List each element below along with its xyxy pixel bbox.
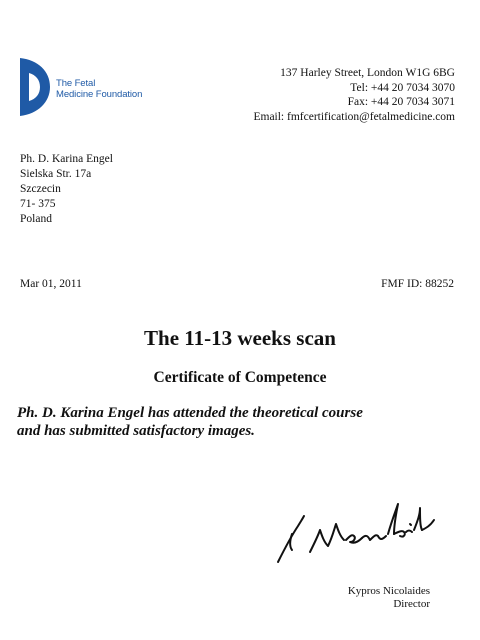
signatory [348,585,430,611]
signatory-name: Kypros Nicolaides [347,585,430,597]
signatory-role: Director [393,598,430,610]
recipient-address [20,152,113,227]
org-fax: Fax: +44 20 7034 3071 [347,96,455,108]
handwritten-signature [270,490,450,570]
certificate-subtitle: Certificate of Competence [153,369,327,386]
fmf-logo-mark-icon [16,56,52,120]
statement-line-1: Ph. D. Karina Engel has attended the theoretical course [17,405,363,421]
contact-block [253,66,455,124]
recipient-postal-code: 71- 375 [20,198,56,210]
logo-text [56,78,142,100]
certificate-statement [17,404,479,440]
org-tel: Tel: +44 20 7034 3070 [350,81,455,94]
recipient-street: Sielska Str. 17a [20,168,92,180]
logo-text-line2: Medicine Foundation [56,89,143,100]
org-email: Email: fmfcertification@fetalmedicine.com [253,110,455,123]
statement-line-2: and has submitted satisfactory images. [17,423,255,439]
logo-text-line1: The Fetal [56,78,96,89]
fmf-id: FMF ID: 88252 [381,278,454,290]
org-address: 137 Harley Street, London W1G 6BG [280,67,455,79]
recipient-city: Szczecin [20,183,61,195]
recipient-country: Poland [20,213,52,225]
certificate-title: The 11-13 weeks scan [144,326,336,350]
issue-date: Mar 01, 2011 [20,278,82,290]
fmf-logo [16,56,176,120]
recipient-name: Ph. D. Karina Engel [20,153,113,165]
